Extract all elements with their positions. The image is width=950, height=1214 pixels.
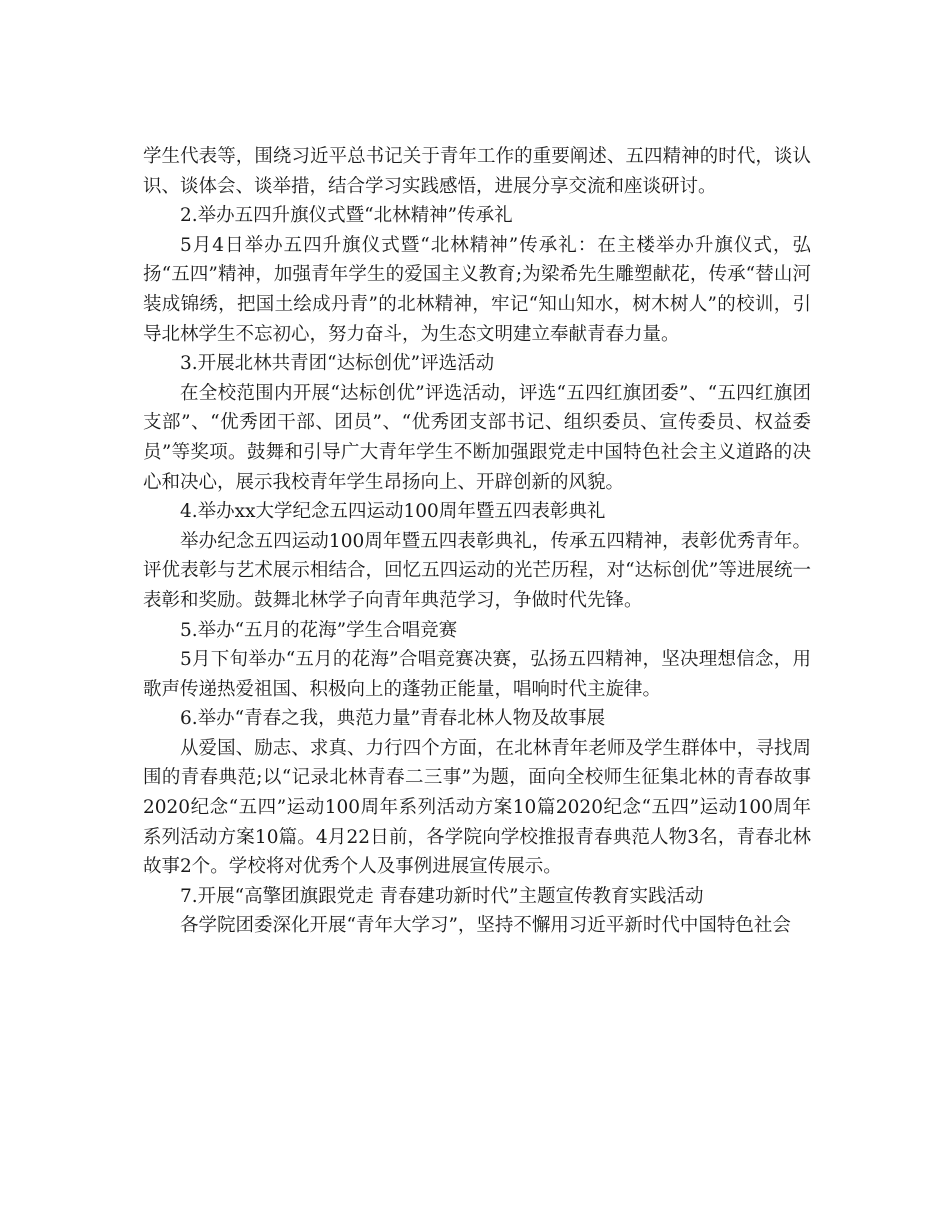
paragraph-continued: 学生代表等，围绕习近平总书记关于青年工作的重要阐述、五四精神的时代，谈认识、谈体会、谈举措，结合学习实践感悟，进展分享交流和座谈研讨。	[143, 146, 811, 197]
section-heading-5: 5.举办“五月的花海”学生合唱竞赛	[180, 619, 458, 641]
section-heading-3: 3.开展北林共青团“达标创优”评选活动	[180, 353, 495, 375]
paragraph-section-2: 5月4日举办五四升旗仪式暨“北林精神”传承礼：在主楼举办升旗仪式，弘扬“五四”精神，加强青年学生的爱国主义教育;为梁希先生雕塑献花，传承“替山河装成锦绣，把国土绘成丹青”的北林精神，牢记“知山知水，树木树人”的校训，引导北林学生不忘初心，努力奋斗，为生态文明建立奉献青春力量。	[143, 234, 811, 345]
paragraph-section-6: 从爱国、励志、求真、力行四个方面，在北林青年老师及学生群体中，寻找周围的青春典范;以“记录北林青春二三事”为题，面向全校师生征集北林的青春故事2020纪念“五四”运动100周年系列活动方案10篇2020纪念“五四”运动100周年系列活动方案10篇。4月22日前，各学院向学校推报青春典范人物3名，青春北林故事2个。学校将对优秀个人及事例进展宣传展示。	[143, 737, 811, 878]
section-heading-4: 4.举办xx大学纪念五四运动100周年暨五四表彰典礼	[180, 501, 606, 523]
paragraph-section-5: 5月下旬举办“五月的花海”合唱竞赛决赛，弘扬五四精神，坚决理想信念，用歌声传递热爱祖国、积极向上的蓬勃正能量，唱响时代主旋律。	[143, 649, 811, 700]
section-heading-7: 7.开展“高擎团旗跟党走 青春建功新时代”主题宣传教育实践活动	[180, 885, 704, 907]
section-heading-2: 2.举办五四升旗仪式暨“北林精神”传承礼	[180, 205, 513, 227]
document-body	[143, 142, 811, 941]
paragraph-section-4: 举办纪念五四运动100周年暨五四表彰典礼，传承五四精神，表彰优秀青年。评优表彰与艺术展示相结合，回忆五四运动的光芒历程，对“达标创优”等进展统一表彰和奖励。鼓舞北林学子向青年典范学习，争做时代先锋。	[143, 530, 811, 611]
paragraph-section-7: 各学院团委深化开展“青年大学习”，坚持不懈用习近平新时代中国特色社会	[180, 915, 791, 937]
paragraph-section-3: 在全校范围内开展“达标创优”评选活动，评选“五四红旗团委”、“五四红旗团支部”、“优秀团干部、团员”、“优秀团支部书记、组织委员、宣传委员、权益委员”等奖项。鼓舞和引导广大青年学生不断加强跟党走中国特色社会主义道路的决心和决心，展示我校青年学生昂扬向上、开辟创新的风貌。	[143, 382, 811, 493]
section-heading-6: 6.举办“青春之我，典范力量”青春北林人物及故事展	[180, 708, 606, 730]
